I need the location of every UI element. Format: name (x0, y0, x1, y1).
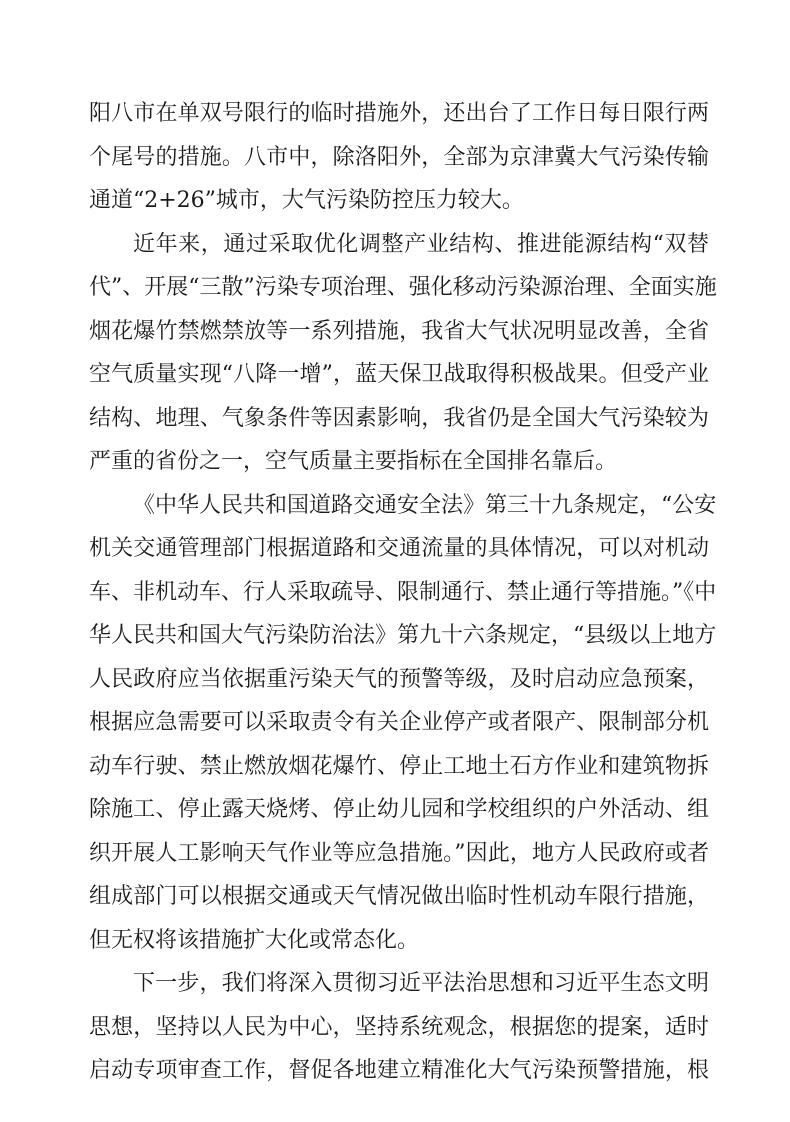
text-line: 启动专项审查工作，督促各地建立精准化大气污染预警措施，根 (89, 1058, 709, 1083)
text-line: 组成部门可以根据交通或天气情况做出临时性机动车限行措施， (89, 884, 709, 909)
text-line: 人民政府应当依据重污染天气的预警等级，及时启动应急预案， (89, 666, 709, 692)
text-line: 严重的省份之一，空气质量主要指标在全国排名靠后。 (89, 449, 618, 474)
text-line: 但无权将该措施扩大化或常态化。 (89, 927, 420, 953)
text-line: 织开展人工影响天气作业等应急措施。”因此，地方人民政府或者 (89, 840, 709, 866)
paragraph (89, 223, 717, 484)
paragraph (89, 92, 709, 223)
text-line: 《中华人民共和国道路交通安全法》第三十九条规定，“公安 (133, 492, 717, 518)
text-line: 近年来，通过采取优化调整产业结构、推进能源结构“双替 (133, 231, 709, 257)
text-line: 结构、地理、气象条件等因素影响，我省仍是全国大气污染较为 (89, 405, 709, 431)
text-line: 代”、开展“三散”污染专项治理、强化移动污染源治理、全面实施 (89, 275, 717, 300)
text-line: 思想，坚持以人民为中心，坚持系统观念，根据您的提案，适时 (89, 1014, 709, 1040)
text-line: 烟花爆竹禁燃禁放等一系列措施，我省大气状况明显改善，全省 (89, 318, 709, 344)
text-line: 阳八市在单双号限行的临时措施外，还出台了工作日每日限行两 (89, 101, 709, 126)
text-line: 机关交通管理部门根据道路和交通流量的具体情况，可以对机动 (89, 536, 709, 561)
text-line: 下一步，我们将深入贯彻习近平法治思想和习近平生态文明 (133, 971, 709, 996)
text-line: 根据应急需要可以采取责令有关企业停产或者限产、限制部分机 (89, 710, 709, 735)
text-line: 除施工、停止露天烧烤、停止幼儿园和学校组织的户外活动、组 (89, 797, 709, 822)
paragraph (89, 484, 717, 963)
paragraph (89, 962, 709, 1093)
document-body (89, 92, 717, 1093)
text-line: 动车行驶、禁止燃放烟花爆竹、停止工地土石方作业和建筑物拆 (89, 753, 709, 779)
text-line: 空气质量实现“八降一增”，蓝天保卫战取得积极战果。但受产业 (89, 362, 709, 387)
text-line: 华人民共和国大气污染防治法》第九十六条规定，“县级以上地方 (89, 623, 717, 648)
text-line: 通道“2+26”城市，大气污染防控压力较大。 (89, 188, 524, 213)
text-line: 车、非机动车、行人采取疏导、限制通行、禁止通行等措施。”《中 (89, 579, 717, 605)
text-line: 个尾号的措施。八市中，除洛阳外，全部为京津冀大气污染传输 (89, 144, 709, 170)
